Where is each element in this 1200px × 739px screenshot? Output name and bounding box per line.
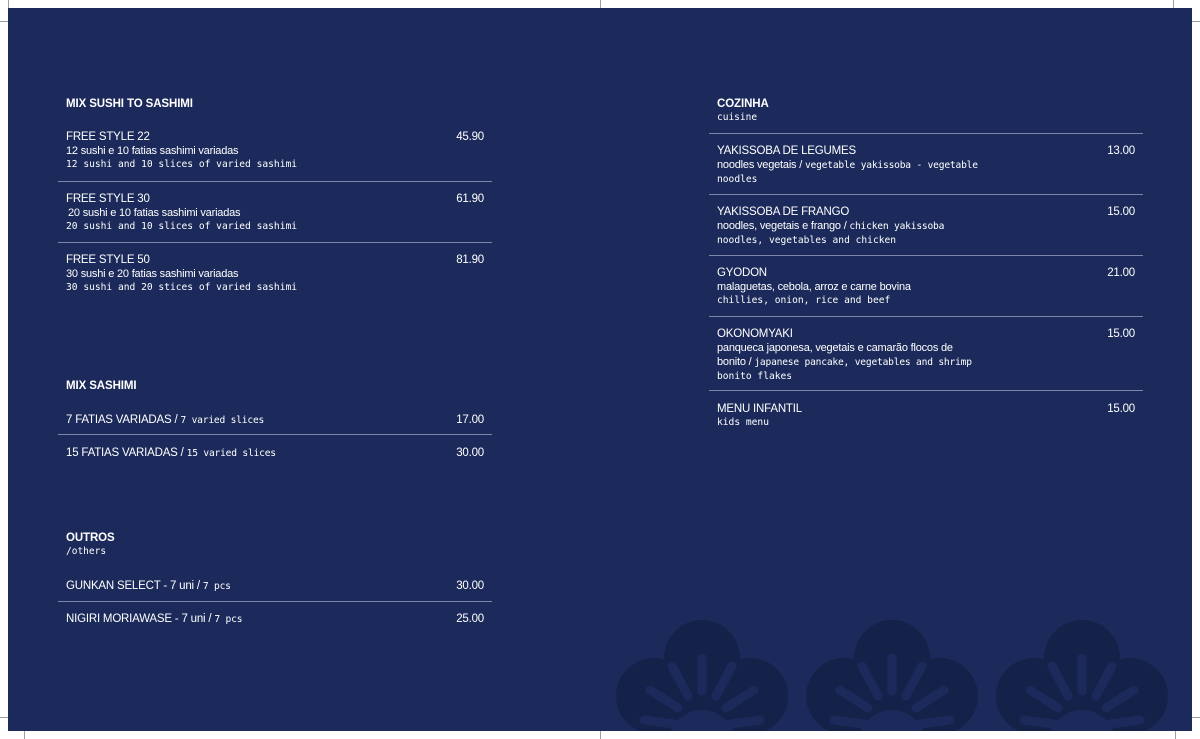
item-description-en: chillies, onion, rice and beef	[717, 295, 891, 306]
item-description: noodles, vegetais e frango /	[717, 220, 850, 232]
item-name-en: 15 varied slices	[186, 448, 276, 459]
item-name: MENU INFANTIL	[717, 403, 802, 415]
item-name: GUNKAN SELECT - 7 uni /	[66, 580, 203, 592]
item-name: FREE STYLE 22	[66, 131, 150, 143]
menu-item	[66, 192, 492, 234]
flower-decoration	[600, 608, 1192, 731]
item-name-en: 7 pcs	[214, 614, 243, 625]
item-price: 13.00	[1107, 145, 1135, 157]
item-description: panqueca japonesa, vegetais e camarão flocos de	[717, 342, 953, 354]
item-description-en: 20 sushi and 10 slices of varied sashimi	[66, 221, 298, 232]
item-name: FREE STYLE 50	[66, 254, 150, 266]
item-description-en: japanese pancake, vegetables and shrimp	[754, 357, 972, 368]
item-description: bonito /	[717, 356, 755, 368]
menu-item	[717, 266, 1143, 308]
item-description: 12 sushi e 10 fatias sashimi variadas	[66, 145, 239, 157]
item-description-en: bonito flakes	[717, 371, 793, 382]
menu-item	[66, 446, 492, 461]
section-title: MIX SASHIMI	[66, 380, 137, 392]
item-price: 30.00	[456, 447, 484, 459]
menu-page	[8, 8, 1192, 731]
item-price: 30.00	[456, 580, 484, 592]
item-name: YAKISSOBA DE FRANGO	[717, 206, 850, 218]
item-price: 15.00	[1107, 206, 1135, 218]
item-price: 15.00	[1107, 403, 1135, 415]
item-price: 45.90	[456, 131, 484, 143]
menu-item	[717, 327, 1143, 384]
divider	[58, 434, 492, 435]
section-subtitle: cuisine	[717, 112, 758, 123]
item-description: noodles vegetais /	[717, 159, 805, 171]
divider	[58, 242, 492, 243]
item-description-en: vegetable yakissoba - vegetable	[804, 160, 978, 171]
item-price: 17.00	[456, 414, 484, 426]
menu-item	[66, 130, 492, 172]
menu-item	[66, 413, 492, 428]
divider	[58, 601, 492, 602]
section-title: OUTROS	[66, 532, 115, 544]
menu-item	[66, 612, 492, 627]
item-price: 15.00	[1107, 328, 1135, 340]
section-outros	[66, 532, 492, 557]
item-description: malaguetas, cebola, arroz e carne bovina	[717, 281, 911, 293]
menu-item	[717, 205, 1143, 248]
item-description-en: chicken yakissoba	[849, 221, 945, 232]
menu-item	[66, 253, 492, 295]
section-title: COZINHA	[717, 98, 769, 110]
item-name: GYODON	[717, 267, 767, 279]
item-description: 30 sushi e 20 fatias sashimi variadas	[66, 268, 239, 280]
item-name: 15 FATIAS VARIADAS /	[66, 447, 187, 459]
divider	[709, 194, 1143, 195]
item-description: 20 sushi e 10 fatias sashimi variadas	[68, 207, 241, 219]
menu-item	[717, 144, 1143, 187]
item-price: 25.00	[456, 613, 484, 625]
item-price: 21.00	[1107, 267, 1135, 279]
item-name: NIGIRI MORIAWASE - 7 uni /	[66, 613, 215, 625]
divider	[709, 133, 1143, 134]
section-title: MIX SUSHI TO SASHIMI	[66, 98, 193, 110]
item-price: 61.90	[456, 193, 484, 205]
menu-item	[717, 402, 1143, 430]
divider	[58, 181, 492, 182]
item-description-en: 12 sushi and 10 slices of varied sashimi	[66, 159, 298, 170]
item-name: 7 FATIAS VARIADAS /	[66, 414, 181, 426]
item-description-en: 30 sushi and 20 stices of varied sashimi	[66, 282, 298, 293]
item-name-en: 7 pcs	[202, 581, 231, 592]
section-subtitle: /others	[66, 546, 107, 557]
crop-mark	[600, 0, 601, 8]
item-name: YAKISSOBA DE LEGUMES	[717, 145, 856, 157]
section-cozinha	[717, 98, 1143, 123]
item-description-en: noodles	[717, 174, 758, 185]
section-mix-sushi	[66, 98, 492, 110]
divider	[709, 316, 1143, 317]
menu-item	[66, 579, 492, 594]
divider	[709, 255, 1143, 256]
item-description-en: noodles, vegetables and chicken	[717, 235, 897, 246]
section-mix-sashimi	[66, 380, 492, 392]
item-price: 81.90	[456, 254, 484, 266]
item-description-en: kids menu	[717, 417, 769, 428]
crop-mark	[600, 731, 601, 739]
item-name-en: 7 varied slices	[180, 415, 265, 426]
divider	[709, 390, 1143, 391]
crop-mark	[8, 0, 9, 8]
item-name: FREE STYLE 30	[66, 193, 150, 205]
item-name: OKONOMYAKI	[717, 328, 793, 340]
